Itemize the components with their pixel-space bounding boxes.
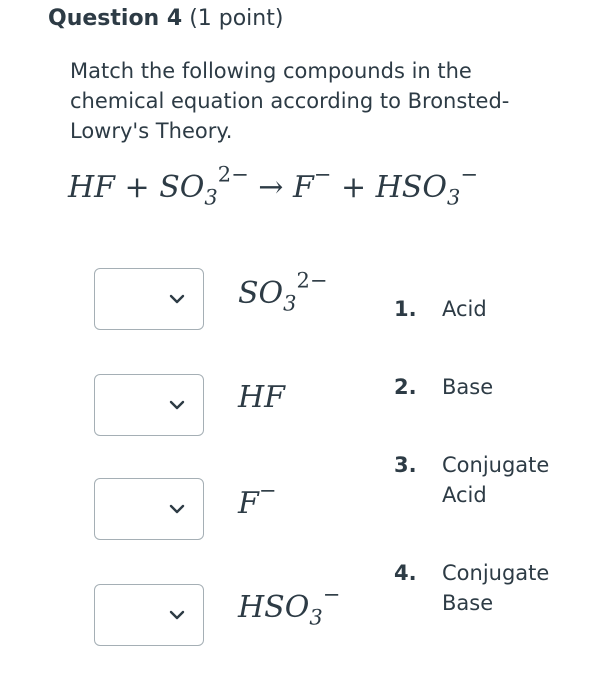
chemical-equation: [68, 162, 478, 210]
compound-hf-base: HF: [238, 380, 285, 415]
equation-product-f-base: F: [292, 170, 314, 205]
option-label: Acid: [442, 297, 487, 321]
option-number: 1.: [394, 297, 417, 321]
equation-product-hso3-charge: −: [460, 162, 478, 187]
compound-hf: [238, 380, 285, 415]
chevron-down-icon: [169, 503, 185, 515]
compound-so3-base: SO: [238, 276, 284, 311]
option-label: Conjugate Base: [442, 561, 550, 615]
equation-reactant-hf: HF: [68, 170, 115, 205]
equation-product-hso3-sub: 3: [446, 185, 461, 210]
compound-f-base: F: [238, 486, 259, 521]
compound-hso3-charge: −: [322, 582, 341, 607]
match-select-so3[interactable]: [94, 268, 204, 330]
option-label: Base: [442, 375, 494, 399]
option-number: 4.: [394, 561, 417, 585]
match-select-hf[interactable]: [94, 374, 204, 436]
match-select-f[interactable]: [94, 478, 204, 540]
equation-product-f-charge: −: [313, 162, 332, 187]
equation-reactant-so3-base: SO: [159, 170, 205, 205]
equation-reactant-so3-sub: 3: [204, 185, 218, 210]
compound-so3-charge: 2−: [296, 268, 328, 293]
compound-hso3-sub: 3: [309, 605, 323, 630]
question-title: Question 4: [48, 6, 183, 31]
match-select-hso3[interactable]: [94, 584, 204, 646]
option-number: 3.: [394, 453, 417, 477]
equation-reactant-so3: [159, 162, 249, 210]
equation-product-hso3: [375, 162, 478, 210]
equation-arrow: →: [258, 170, 284, 205]
compound-f: [238, 478, 277, 521]
chevron-down-icon: [169, 399, 185, 411]
chevron-down-icon: [169, 293, 185, 305]
compound-so3: [238, 268, 328, 316]
question-header: [48, 6, 283, 31]
compound-hso3: [238, 582, 341, 630]
option-number: 2.: [394, 375, 417, 399]
compound-f-charge: −: [258, 478, 277, 503]
equation-reactant-so3-charge: 2−: [217, 162, 249, 187]
option-label: Conjugate Acid: [442, 453, 550, 507]
equation-plus-1: +: [124, 170, 150, 205]
question-points: (1 point): [189, 6, 284, 31]
equation-product-hso3-base: HSO: [375, 170, 447, 205]
chevron-down-icon: [169, 609, 185, 621]
compound-hso3-base: HSO: [238, 590, 310, 625]
compound-so3-sub: 3: [283, 291, 297, 316]
equation-plus-2: +: [340, 170, 367, 205]
equation-product-f: [292, 162, 332, 205]
question-prompt: Match the following compounds in the chemical equation according to Bronsted-Lowry's Theory.: [70, 59, 510, 143]
